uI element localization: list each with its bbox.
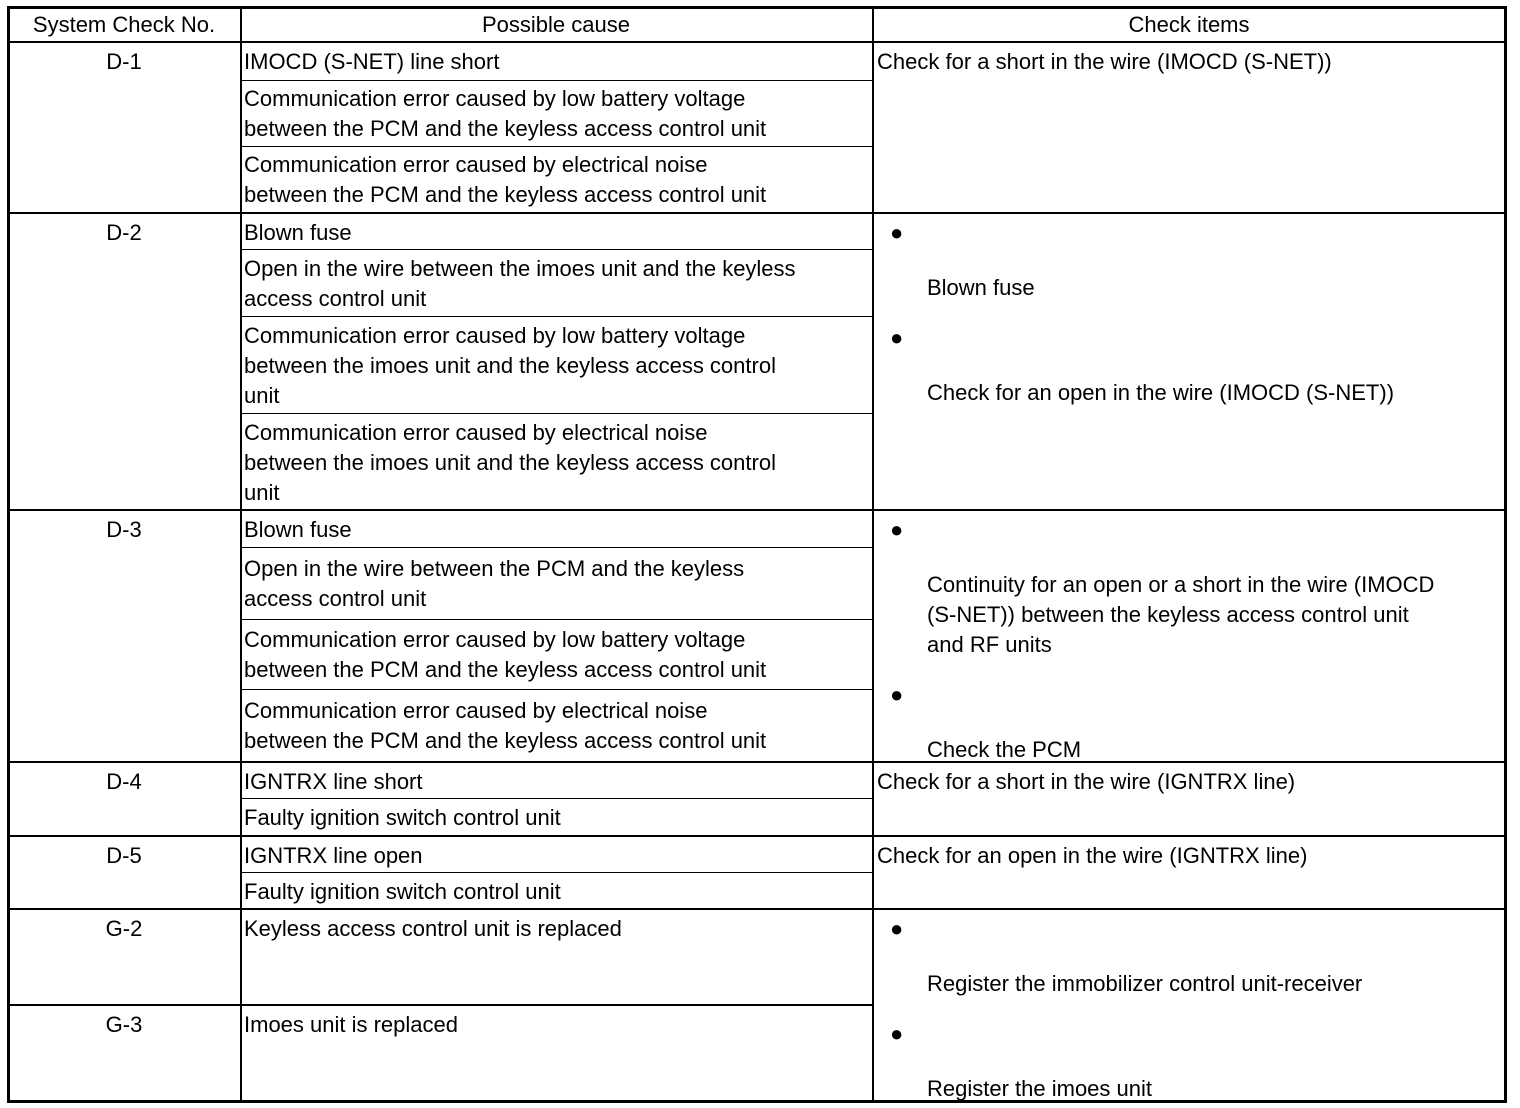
cause-text: Communication error caused by low battery voltage <box>244 86 746 111</box>
group-divider <box>7 212 1507 214</box>
cause-divider <box>241 80 872 81</box>
header-possible-cause: Possible cause <box>482 12 630 37</box>
check-item-text: Blown fuse <box>927 275 1035 300</box>
cause-divider <box>241 249 872 250</box>
cause-divider <box>241 872 872 873</box>
cause-text: Keyless access control unit is replaced <box>244 916 622 941</box>
cause-text: unit <box>244 383 280 408</box>
check-no: D-2 <box>106 220 142 245</box>
bullet-icon: ● <box>890 220 904 245</box>
group-divider <box>7 761 1507 763</box>
cause-text: IGNTRX line short <box>244 769 423 794</box>
cause-divider <box>241 798 872 799</box>
bullet-icon: ● <box>890 682 904 707</box>
check-no: D-5 <box>106 843 142 868</box>
cause-text: unit <box>244 480 280 505</box>
cause-text: between the imoes unit and the keyless access control <box>244 450 776 475</box>
cause-divider <box>241 689 872 690</box>
check-item-text: (S-NET)) between the keyless access control unit <box>927 602 1409 627</box>
check-item-text: Register the immobilizer control unit-receiver <box>927 971 1363 996</box>
check-item-text: Continuity for an open or a short in the wire (IMOCD <box>927 572 1435 597</box>
check-item-text: Check the PCM <box>927 737 1082 762</box>
check-no: G-3 <box>105 1012 143 1037</box>
cause-text: Communication error caused by electrical noise <box>244 698 708 723</box>
cause-text: Blown fuse <box>244 220 352 245</box>
cause-text: Faulty ignition switch control unit <box>244 879 561 904</box>
group-divider <box>7 1004 873 1006</box>
cause-text: between the PCM and the keyless access control unit <box>244 728 767 753</box>
header-check-items: Check items <box>1128 12 1250 37</box>
cause-text: IMOCD (S-NET) line short <box>244 49 500 74</box>
cause-text: Communication error caused by electrical noise <box>244 420 708 445</box>
check-no: D-1 <box>106 49 142 74</box>
cause-text: between the imoes unit and the keyless access control <box>244 353 776 378</box>
cause-divider <box>241 413 872 414</box>
cause-text: Communication error caused by low battery voltage <box>244 323 746 348</box>
check-no: D-4 <box>106 769 142 794</box>
cause-text: Communication error caused by electrical noise <box>244 152 708 177</box>
cause-text: Faulty ignition switch control unit <box>244 805 561 830</box>
cause-text: Open in the wire between the imoes unit and the keyless <box>244 256 796 281</box>
check-no: D-3 <box>106 517 142 542</box>
check-item-text: Check for an open in the wire (IMOCD (S-NET)) <box>927 380 1395 405</box>
check-item-text: Check for a short in the wire (IMOCD (S-NET)) <box>877 49 1332 74</box>
column-divider <box>240 6 242 1103</box>
bullet-icon: ● <box>890 1021 904 1046</box>
header-check-no: System Check No. <box>32 12 216 37</box>
check-item-text: Check for a short in the wire (IGNTRX line) <box>877 769 1296 794</box>
group-divider <box>7 509 1507 511</box>
group-divider <box>7 835 1507 837</box>
cause-divider <box>241 547 872 548</box>
check-no: G-2 <box>105 916 143 941</box>
cause-text: Imoes unit is replaced <box>244 1012 458 1037</box>
group-divider <box>7 908 1507 910</box>
check-item-text: and RF units <box>927 632 1052 657</box>
bullet-icon: ● <box>890 325 904 350</box>
bullet-icon: ● <box>890 517 904 542</box>
cause-divider <box>241 619 872 620</box>
cause-text: between the PCM and the keyless access control unit <box>244 657 767 682</box>
check-item-text: Register the imoes unit <box>927 1076 1152 1101</box>
cause-text: access control unit <box>244 286 427 311</box>
bullet-icon: ● <box>890 916 904 941</box>
cause-text: between the PCM and the keyless access control unit <box>244 182 767 207</box>
cause-text: IGNTRX line open <box>244 843 423 868</box>
column-divider <box>872 6 874 1103</box>
cause-divider <box>241 146 872 147</box>
cause-text: between the PCM and the keyless access control unit <box>244 116 767 141</box>
header-divider <box>7 41 1507 43</box>
cause-text: Communication error caused by low battery voltage <box>244 627 746 652</box>
cause-text: Blown fuse <box>244 517 352 542</box>
check-item-text: Check for an open in the wire (IGNTRX line) <box>877 843 1308 868</box>
cause-divider <box>241 316 872 317</box>
cause-text: access control unit <box>244 586 427 611</box>
cause-text: Open in the wire between the PCM and the keyless <box>244 556 745 581</box>
